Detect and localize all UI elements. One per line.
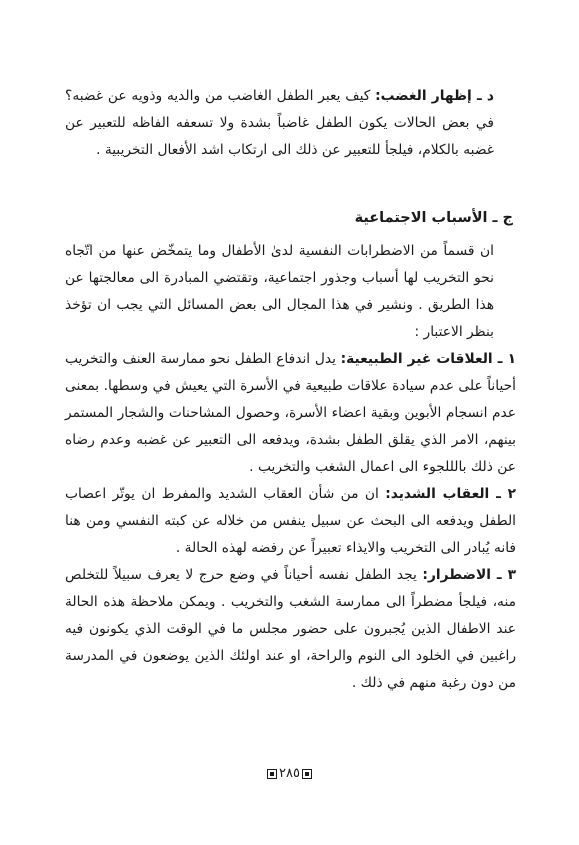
list-item-3-text: يجد الطفل نفسه أحياناً في وضع حرج لا يعرف سبيلاً للتخلص منه، فيلجأ مضطراً الى ممارسة الشغب والتخريب . ويمكن ملاحظة هذه الحالة عند الاطفال الذين يُجبرون على حضور مجلس ما في الوقت الذي يكونون فيه راغبين في الخلود الى النوم والراحة، او عند اولئك الذين يوضعون في المدرسة من دون رغبة منهم في ذلك . xyxy=(65,567,516,691)
list-item-1 xyxy=(65,346,516,481)
section-d-label: د ـ إظهار الغضب: xyxy=(375,88,495,104)
page-number-footer xyxy=(0,765,579,783)
square-ornament-icon xyxy=(267,769,277,779)
list-item-2-label: ٢ ـ العقاب الشديد: xyxy=(385,486,516,502)
list-item-3-label: ٣ ـ الاضطرار: xyxy=(422,567,516,583)
section-d-text: كيف يعبر الطفل الغاضب من والديه وذويه عن غضبه؟ في بعض الحالات يكون الطفل غاضباً بشدة ولا تسعفه الفاظه للتعبير عن غضبه بالكلام، فيلجأ للتعبير عن ذلك الى ارتكاب اشد الأفعال التخريبية . xyxy=(65,88,494,158)
section-c-intro: ان قسماً من الاضطرابات النفسية لدىٰ الأطفال وما يتمخّض عنها من اتّجاه نحو التخريب لها أسباب وجذور اجتماعية، وتقتضي المبادرة الى معالجتها عن هذا الطريق . ونشير في هذا المجال الى بعض المسائل التي يجب ان تؤخذ بنظر الاعتبار : xyxy=(65,243,494,340)
section-c xyxy=(65,238,516,697)
square-ornament-icon xyxy=(302,769,312,779)
section-d xyxy=(65,83,516,164)
list-item-3 xyxy=(65,562,516,697)
list-item-2-text: ان من شأن العقاب الشديد والمفرط ان يوتّر اعصاب الطفل ويدفعه الى البحث عن سبيل ينفس من خلاله عن كبته النفسي ومن هنا فانه يُبادر الى التخريب والايذاء تعبيراً عن رفضه لهذه الحالة . xyxy=(65,486,516,556)
page-number: ٢٨٥ xyxy=(279,766,300,781)
section-d-paragraph xyxy=(65,83,516,164)
list-item-2 xyxy=(65,481,516,562)
section-c-heading: ج ـ الأسباب الاجتماعية xyxy=(354,210,513,226)
list-item-1-label: ١ ـ العلاقات غير الطبيعية: xyxy=(340,351,516,367)
list-item-1-text: يدل اندفاع الطفل نحو ممارسة العنف والتخريب أحياناً على عدم سيادة علاقات طبيعية في الأسرة التي يعيش في وسطها. بمعنى عدم انسجام الأبوين وبقية اعضاء الأسرة، وحصول المشاحنات والشجار المستمر بينهم، الامر الذي يقلق الطفل بشدة، ويدفعه الى التعبير عن غضبه وعدم رضاه عن ذلك بالللجوء الى اعمال الشغب والتخريب . xyxy=(65,351,516,475)
